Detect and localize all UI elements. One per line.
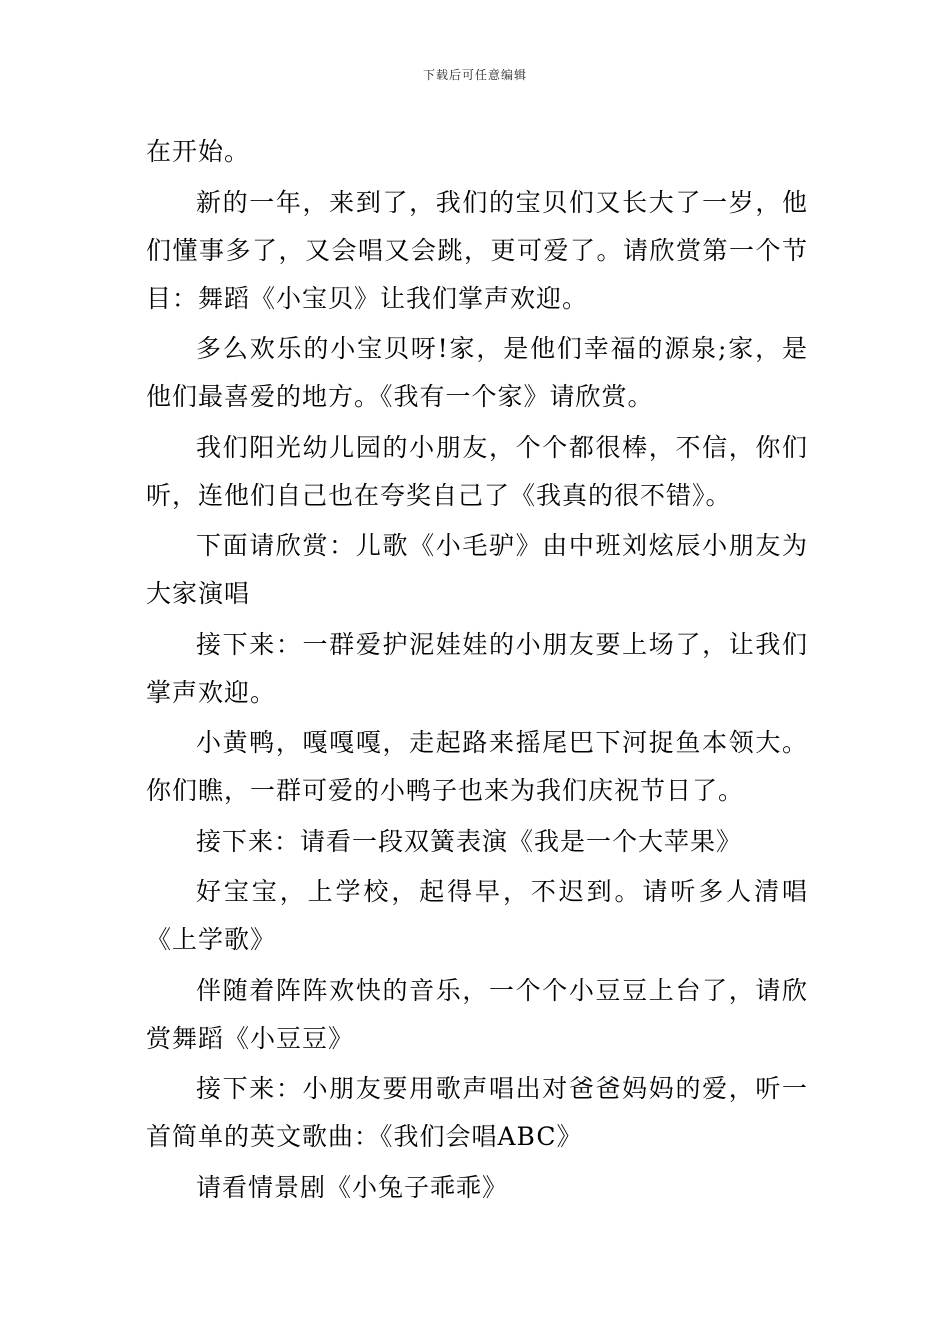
paragraph: 小黄鸭，嘎嘎嘎，走起路来摇尾巴下河捉鱼本领大。你们瞧，一群可爱的小鸭子也来为我们庆祝节日了。 [146, 728, 808, 805]
paragraph: 好宝宝，上学校，起得早，不迟到。请听多人清唱《上学歌》 [146, 877, 808, 954]
paragraph: 伴随着阵阵欢快的音乐，一个个小豆豆上台了，请欣赏舞蹈《小豆豆》 [146, 975, 808, 1053]
paragraph: 接下来：请看一段双簧表演《我是一个大苹果》 [196, 826, 743, 856]
paragraph: 接下来：一群爱护泥娃娃的小朋友要上场了，让我们掌声欢迎。 [146, 629, 808, 707]
paragraph: 多么欢乐的小宝贝呀!家，是他们幸福的源泉;家，是他们最喜爱的地方。《我有一个家》请欣赏。 [146, 334, 808, 411]
paragraph: 下面请欣赏：儿歌《小毛驴》由中班刘炫辰小朋友为大家演唱 [146, 531, 808, 608]
document-body [146, 128, 808, 1214]
paragraph: 我们阳光幼儿园的小朋友，个个都很棒，不信，你们听，连他们自己也在夸奖自己了《我真的很不错》。 [146, 432, 808, 510]
page-header: 下载后可任意编辑 [422, 68, 527, 82]
paragraph: 接下来：小朋友要用歌声唱出对爸爸妈妈的爱，听一首简单的英文歌曲：《我们会唱ABC》 [146, 1074, 808, 1151]
paragraph: 新的一年，来到了，我们的宝贝们又长大了一岁，他们懂事多了，又会唱又会跳，更可爱了。请欣赏第一个节目：舞蹈《小宝贝》让我们掌声欢迎。 [146, 187, 808, 313]
paragraph: 在开始。 [146, 137, 251, 166]
paragraph: 请看情景剧《小兔子乖乖》 [196, 1172, 509, 1202]
